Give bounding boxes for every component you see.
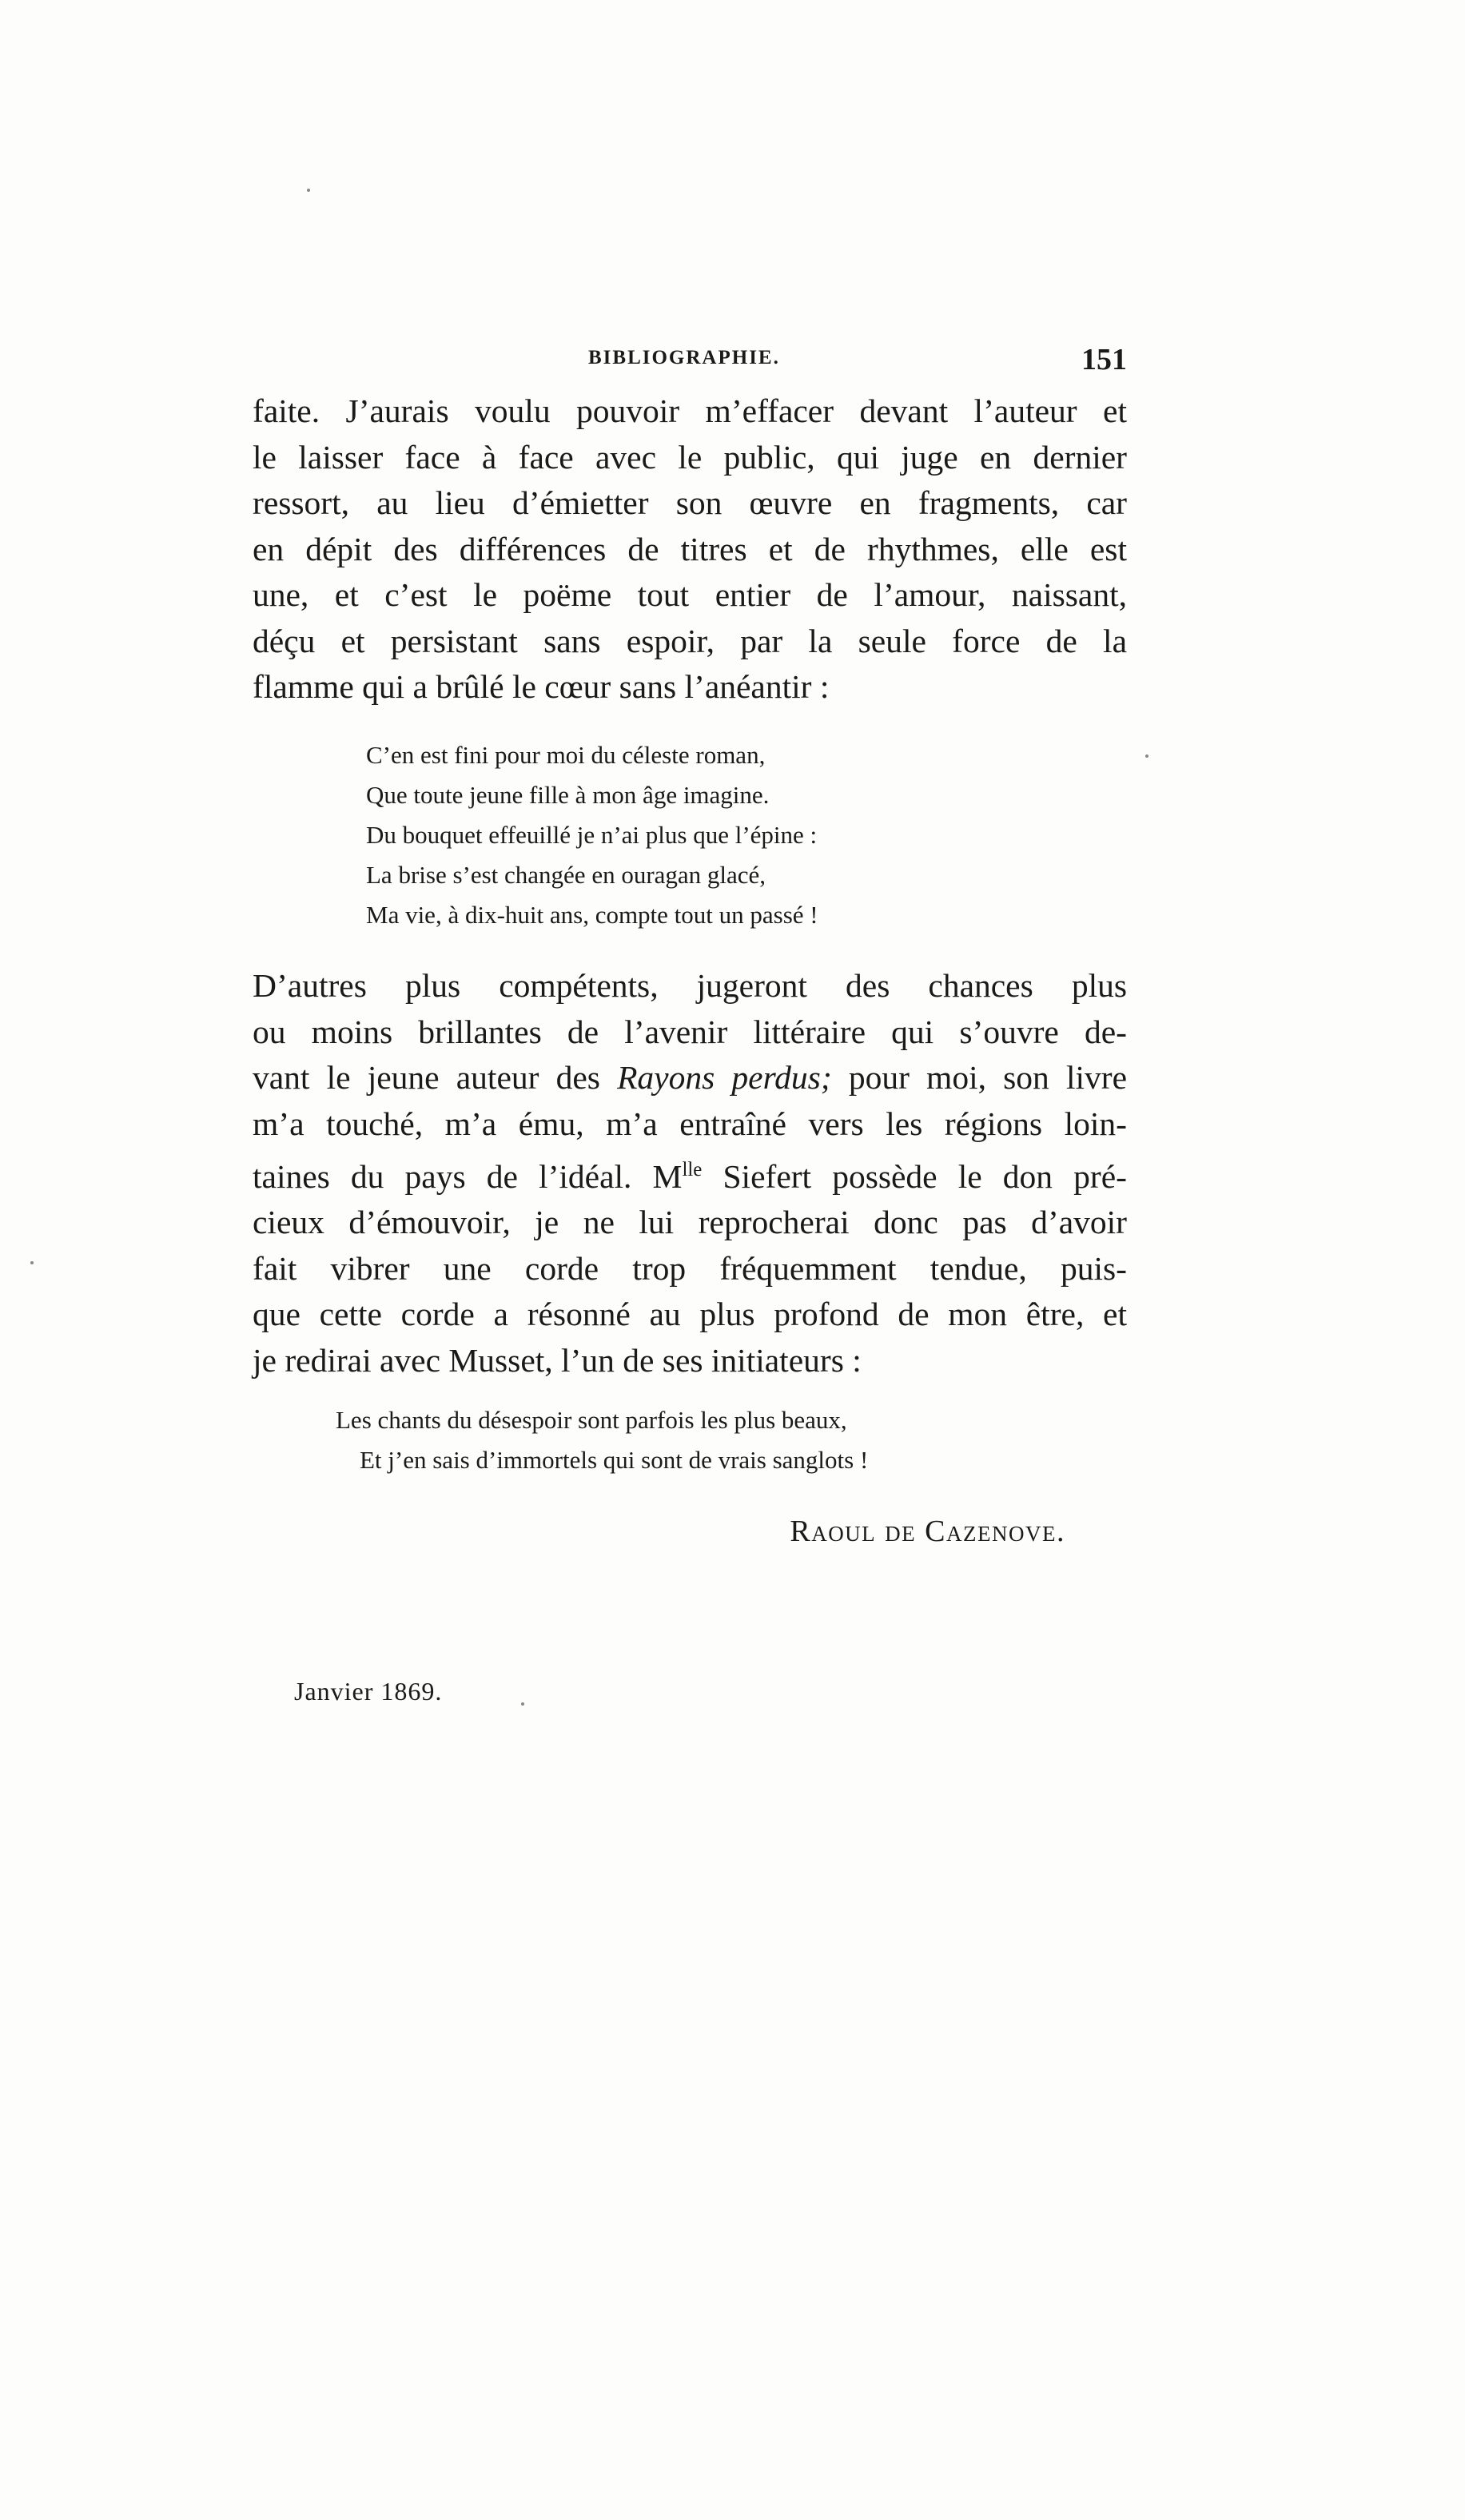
text-line: cieux d’émouvoir, je ne lui reprocherai donc pas d’avoir: [253, 1204, 1127, 1241]
text-line: [253, 1147, 1127, 1200]
text-line: ou moins brillantes de l’avenir littéraire qui s’ouvre de-: [253, 1013, 1127, 1050]
text-span: Siefert possède le don pré-: [702, 1157, 1127, 1195]
verse-line: Et j’en sais d’immortels qui sont de vrais sanglots !: [360, 1446, 869, 1474]
verse-line: Les chants du désespoir sont parfois les plus beaux,: [336, 1406, 847, 1434]
verse-quotation-2: [336, 1400, 868, 1480]
text-line: m’a touché, m’a ému, m’a entraîné vers les régions loin-: [253, 1105, 1127, 1142]
text-line: je redirai avec Musset, l’un de ses initiateurs :: [253, 1341, 862, 1379]
text-span: D’autres plus compétents, jugeront des chances plus: [253, 967, 1127, 1004]
text-line: faite. J’aurais voulu pouvoir m’effacer devant l’auteur et: [253, 392, 1127, 429]
text-span: pour moi, son livre: [831, 1059, 1127, 1096]
text-line: flamme qui a brûlé le cœur sans l’anéantir :: [253, 668, 830, 705]
verse-line: La brise s’est changée en ouragan glacé,: [366, 861, 766, 889]
verse-line: Que toute jeune fille à mon âge imagine.: [366, 781, 770, 809]
text-line: le laisser face à face avec le public, qui juge en dernier: [253, 438, 1127, 476]
ink-speck: [307, 189, 310, 192]
page-number: 151: [1081, 343, 1127, 376]
verse-line: Du bouquet effeuillé je n’ai plus que l’épine :: [366, 821, 818, 849]
ink-speck: [521, 1702, 524, 1706]
running-title: BIBLIOGRAPHIE.: [588, 347, 780, 368]
superscript: lle: [682, 1159, 703, 1180]
paragraph-1: [253, 388, 1127, 711]
book-title: Rayons perdus;: [617, 1059, 832, 1096]
text-span: taines du pays de l’idéal. M: [253, 1157, 683, 1195]
text-line: [253, 963, 1127, 1009]
verse-line: Ma vie, à dix-huit ans, compte tout un passé !: [366, 901, 818, 929]
ink-speck: [30, 1261, 34, 1264]
text-span: vant le jeune auteur des: [253, 1059, 618, 1096]
date-line: Janvier 1869.: [294, 1677, 443, 1706]
running-head: [253, 342, 1127, 377]
text-line: que cette corde a résonné au plus profond de mon être, et: [253, 1296, 1127, 1333]
text-line: en dépit des différences de titres et de rhythmes, elle est: [253, 530, 1127, 567]
verse-line: C’en est fini pour moi du céleste roman,: [366, 741, 766, 769]
ink-speck: [1145, 754, 1149, 758]
text-line: une, et c’est le poëme tout entier de l’amour, naissant,: [253, 576, 1127, 613]
text-line: fait vibrer une corde trop fréquemment tendue, puis-: [253, 1249, 1127, 1287]
author-signature: Raoul de Cazenove.: [790, 1515, 1065, 1548]
verse-quotation-1: [366, 735, 818, 935]
paragraph-2: [253, 963, 1127, 1383]
text-line: [253, 1055, 1127, 1101]
text-line: déçu et persistant sans espoir, par la seule force de la: [253, 622, 1127, 659]
text-line: ressort, au lieu d’émietter son œuvre en fragments, car: [253, 484, 1127, 521]
